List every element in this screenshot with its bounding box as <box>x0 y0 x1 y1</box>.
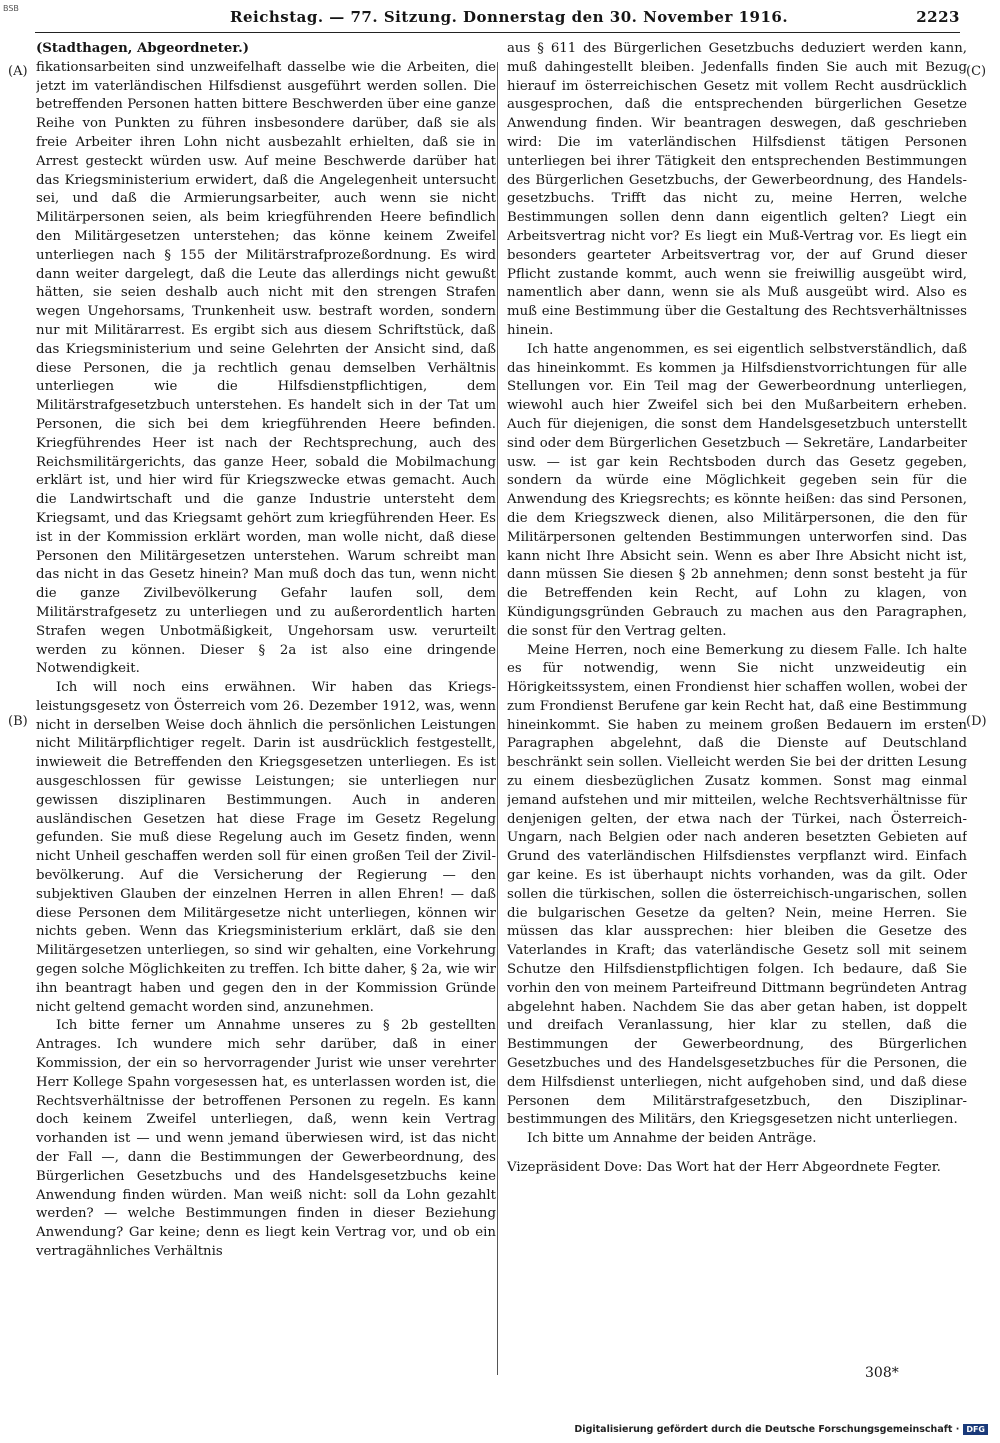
left-column <box>36 40 496 1340</box>
closing-remark: Vizepräsident Dove: Das Wort hat der Herr Abgeordnete Fegter. <box>507 1160 941 1176</box>
page-number: 2223 <box>916 8 960 26</box>
paragraph: Ich hatte angenommen, es sei eigentlich selbstverständlich, daß das hineinkommt. Es kommen ja Hilfsdienstvorrichtungen für alle Stellungen vor. Ein Teil mag der Gewerbeordnung unterliegen, wiewohl auch hier Zweifel sich bei den Mußarbeitern erheben. Auch für diejenigen, die sonst dem Handelsgesetzbuch unterstellt sind oder dem Bürgerlichen Gesetzbuch — Sekretäre, Landarbeiter usw. — ist gar kein Rechtsboden durch das Gesetz gegeben, sondern da würde eine Möglichkeit gegeben sein für die Anwendung des Kriegsrechts; es könnte heißen: das sind Personen, die dem Kriegszweck dienen, also Militärpersonen, die den für Militärpersonen geltenden Bestimmungen unterworfen sind. Das kann nicht Ihre Absicht sein. Wenn es aber Ihre Absicht nicht ist, dann müssen Sie diesen § 2b annehmen; denn sonst besteht ja für die Betreffenden kein Recht, auf Lohn zu klagen, von Kündigungsgründen Gebrauch zu machen aus den Paragraphen, die sonst für den Vertrag gelten. <box>507 341 967 639</box>
margin-marker-d: (D) <box>966 714 987 729</box>
paragraph: fikationsarbeiten sind unzweifelhaft dasselbe wie die Arbeiten, die jetzt im vaterländischen Hilfsdienst ausgeführt werden sollen. Die betreffenden Personen hatten bittere Beschwerden über eine ganze Reihe von Punkten zu führen insbesondere darüber, daß sie als freie Arbeiter ihren Lohn nicht ausbezahlt erhielten, daß sie in Arrest gesteckt würden usw. Auf meine Beschwerde darüber hat das Kriegsministerium erwidert, daß die Angelegenheit untersucht sei, und daß die Armierungsarbeiter, auch wenn sie nicht Militärpersonen seien, als beim kriegführenden Heere befindlich den Militärgesetzen unterstehen; das könne keinem Zweifel unterliegen nach § 155 der Militärstrafprozeßordnung. Es wird dann weiter dargelegt, daß die Leute das allerdings nicht gewußt hätten, sie seien deshalb auch nicht mit den strengen Strafen wegen Ungehorsams, Trunkenheit usw. bestraft worden, sondern nur mit Militärarrest. Es ergibt sich aus diesem Schriftstück, daß das Kriegsministerium und seine Gelehrten der Ansicht sind, daß diese Personen, die ja rechtlich genau demselben Verhältnis unterliegen wie die Hilfsdienstpflichtigen, dem Militärstrafgesetzbuch unterstehen. Es handelt sich in der Tat um Personen, die sich bei dem kriegführenden Heere befinden. Kriegführendes Heer ist nach der Rechtsprechung, auch des Reichsmilitärgerichts, das ganze Heer, sobald die Mobilmachung erklärt ist, und hier wird für Kriegszwecke etwas gemacht. Auch die Landwirtschaft und die ganze Industrie untersteht dem Kriegsamt, und das Kriegsamt gehört zum kriegführenden Heer. Es ist in der Kommission erklärt worden, man wolle nicht, daß diese Personen den Militärgesetzen unterstehen. Warum schreibt man das nicht in das Gesetz hinein? Man muß doch das tun, wenn nicht die ganze Zivilbevölkerung Gefahr laufen soll, dem Militärstrafgesetz zu unterliegen und zu außerordentlich harten Strafen wegen Unbotmäßigkeit, Ungehorsam usw. verurteilt werden zu können. Dieser § 2a ist also eine dringende Notwendigkeit. <box>36 59 496 677</box>
header-rule <box>35 32 960 33</box>
footer <box>574 1424 988 1435</box>
paragraph: aus § 611 des Bürgerlichen Gesetzbuchs deduziert werden kann, muß dahingestellt bleiben. Jedenfalls finden Sie auch mit Bezug hierauf im österreichischen Gesetz mit vollem Recht ausdrücklich ausgesprochen, daß die entsprechenden bürgerlichen Gesetze Anwendung finden. Wir beantragen deswegen, daß geschrieben wird: Die im vaterländischen Hilfsdienst tätigen Personen unterliegen bei ihrer Tätigkeit den entsprechenden Bestimmungen des Bürgerlichen Gesetzbuchs, der Gewerbeordnung, des Handelsgesetzbuchs. Trifft das nicht zu, meine Herren, welche Bestimmungen sollen denn dann eigentlich gelten? Liegt ein Arbeitsvertrag nicht vor? Es liegt ein Muß-Vertrag vor. Es liegt ein besonders gearteter Arbeitsvertrag vor, der auf Grund dieser Pflicht zustande kommt, auch wenn sie freiwillig ausgeübt wird, namentlich aber dann, wenn sie als Muß ausgeübt wird. Also es muß eine Bestimmung über die Gestaltung des Rechtsverhältnisses hinein. <box>507 41 967 338</box>
signature-mark: 308* <box>865 1365 899 1381</box>
paragraph: Ich will noch eins erwähnen. Wir haben das Kriegsleistungsgesetz von Österreich vom 26. Dezember 1912, was, wenn nicht in derselben Weise doch ähnlich die persönlichen Leistungen nicht Militärpflichtiger regelt. Darin ist ausdrücklich festgestellt, inwieweit die Betreffenden den Kriegsgesetzen unterliegen. Es ist ausgeschlossen für gewisse Leistungen; sie unterliegen nur gewissen disziplinaren Bestimmungen. Auch in anderen ausländischen Gesetzen hat diese Frage im Gesetz Regelung gefunden. Sie muß diese Regelung auch im Gesetz finden, wenn nicht Unheil geschaffen werden soll für einen großen Teil der Zivilbevölkerung. Auf die Versicherung der Regierung — den subjektiven Glauben der einzelnen Herren in allen Ehren! — daß diese Personen dem Militärgesetze nicht unterliegen, können wir nichts geben. Wenn das Kriegsministerium erklärt, daß sie den Militärgesetzen unterliegen, so sind wir gehalten, eine Vorkehrung gegen solche Möglichkeiten zu treffen. Ich bitte daher, § 2a, wie wir ihn beantragt haben und gegen den in der Kommission Gründe nicht geltend gemacht worden sind, anzunehmen. <box>36 680 496 1015</box>
page-header <box>35 8 960 32</box>
margin-marker-a: (A) <box>8 64 28 79</box>
speaker-note: (Stadthagen, Abgeordneter.) <box>36 41 250 56</box>
paragraph: Ich bitte ferner um Annahme unseres zu § 2b gestellten Antrages. Ich wundere mich sehr darüber, daß in einer Kommission, der ein so hervorragender Jurist wie unser verehrter Herr Kollege Spahn vorgesessen hat, es unterlassen worden ist, die Rechtsverhältnisse der betroffenen Personen zu regeln. Es kann doch keinem Zweifel unterliegen, daß, wenn kein Vertrag vorhanden ist — und wenn jemand überwiesen wird, ist das nicht der Fall —, dann die Bestimmungen der Gewerbeordnung, des Bürgerlichen Gesetzbuchs und des Handelsgesetzbuchs keine Anwendung finden würden. Man weiß nicht: soll da Lohn gezahlt werden? — welche Bestimmungen finden in dieser Beziehung Anwendung? Gar keine; denn es liegt kein Vertrag vor, und ob ein vertragähnliches Verhältnis <box>36 1018 496 1259</box>
column-divider <box>497 62 498 1375</box>
paragraph: Ich bitte um Annahme der beiden Anträge. <box>527 1131 817 1147</box>
running-title: Reichstag. — 77. Sitzung. Donnerstag den 30. November 1916. <box>230 8 789 26</box>
paragraph: Meine Herren, noch eine Bemerkung zu diesem Falle. Ich halte es für notwendig, wenn Sie nicht unzweideutig ein Hörigkeitssystem, einen Frondienst hier schaffen wollen, wobei der zum Frondienst Berufene gar kein Recht hat, daß eine Bestimmung hineinkommt. Sie haben zu meinem großen Bedauern im ersten Paragraphen abgelehnt, daß die Dienste auf Deutschland beschränkt sein sollen. Vielleicht werden Sie bei der dritten Lesung zu einem diesbezüglichen Zusatz kommen. Sonst mag einmal jemand aufstehen und mir mitteilen, welche Rechtsverhältnisse für denjenigen gelten, der etwa nach der Türkei, nach Österreich-Ungarn, nach Belgien oder nach anderen besetzten Gebieten auf Grund des vaterländischen Hilfsdienstes verpflanzt wird. Einfach gar keine. Es ist überhaupt nichts vorhanden, was da gilt. Oder sollen die türkischen, sollen die österreichisch-ungarischen, sollen die bulgarischen Gesetze da gelten? Nein, meine Herren. Sie müssen das klar aussprechen: hier bleiben die Gesetze des Vaterlandes in Kraft; das vaterländische Gesetz soll mit seinem Schutze den Hilfsdienstpflichtigen folgen. Ich bedaure, daß Sie vorhin den von meinem Parteifreund Dittmann begründeten Antrag abgelehnt haben. Nachdem Sie das aber getan haben, ist doppelt und dreifach Veranlassung, hier klar zu stellen, daß die Bestimmungen der Gewerbeordnung, des Bürgerlichen Gesetzbuches und des Handelsgesetzbuches für die Personen, die dem Hilfsdienst unterliegen, nicht aufgehoben sind, und daß diese Personen dem Militärstrafgesetzbuch, den Disziplinarbestimmungen des Militärs, den Kriegsgesetzen nicht unterliegen. <box>507 642 967 1128</box>
margin-marker-b: (B) <box>8 714 28 729</box>
footer-text: Digitalisierung gefördert durch die Deutsche Forschungsgemeinschaft · <box>574 1424 960 1435</box>
library-stamp: BSB <box>3 4 19 13</box>
dfg-logo: DFG <box>963 1424 988 1435</box>
right-column <box>507 40 967 1340</box>
margin-marker-c: (C) <box>966 64 987 79</box>
